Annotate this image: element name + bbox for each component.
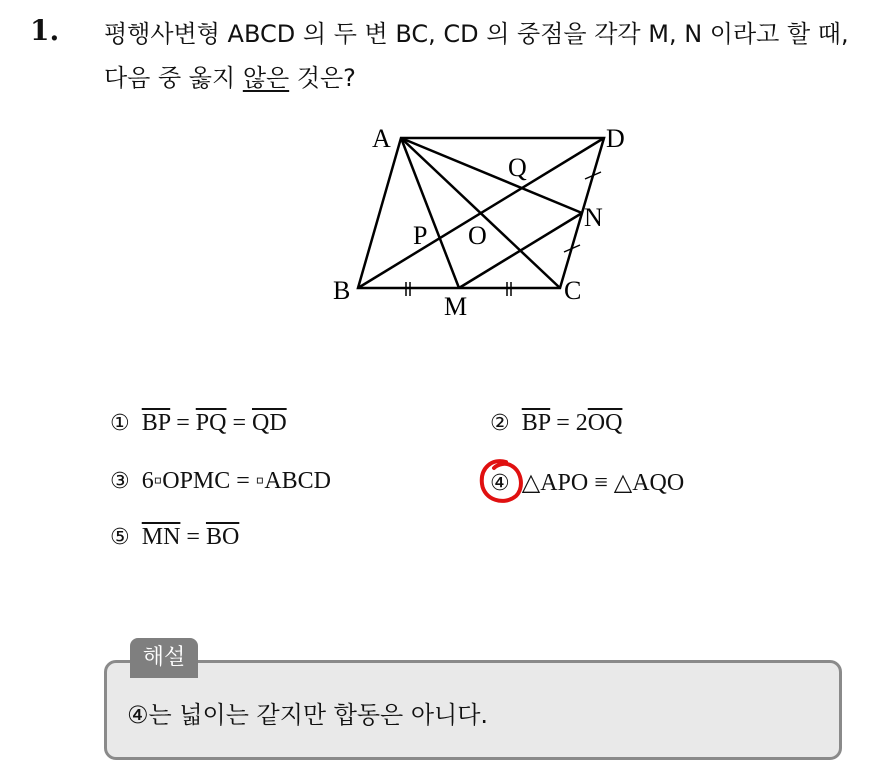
choice-5-seg-MN: $\overline{MN}$: [141, 524, 181, 550]
label-P: P: [413, 221, 428, 250]
choice-4-expression: △APO ≡ △AQO: [521, 470, 685, 496]
choice-5[interactable]: [110, 524, 239, 551]
choice-5-number: ⑤: [110, 525, 130, 550]
choice-2-seg-BP: $\overline{BP}$: [521, 410, 551, 436]
parallelogram-figure: [330, 116, 630, 316]
question-text-before: 평행사변형 ABCD 의 두 변 BC, CD 의 중점을 각각 M, N 이라고 할 때, 다음 중 옳지: [104, 20, 849, 92]
choice-1[interactable]: [110, 410, 287, 437]
choice-1-seg-PQ: $\overline{PQ}$: [195, 410, 227, 436]
choice-3-number: ③: [110, 469, 130, 494]
label-M: M: [444, 292, 468, 316]
choice-1-number: ①: [110, 411, 130, 436]
segment-AM: [401, 138, 459, 288]
explanation-label: 해설: [130, 638, 198, 678]
label-O: O: [468, 221, 487, 250]
choice-1-eq2: =: [226, 410, 252, 436]
choice-3-expression: 6▫OPMC = ▫ABCD: [141, 468, 331, 494]
choice-4-number: ④: [490, 471, 510, 496]
label-B: B: [333, 276, 351, 305]
choice-2-seg-OQ: $\overline{OQ}$: [587, 410, 623, 436]
label-Q: Q: [508, 153, 527, 182]
choice-3[interactable]: [110, 468, 331, 495]
choice-1-seg-BP: $\overline{BP}$: [141, 410, 171, 436]
label-A: A: [372, 124, 391, 153]
label-D: D: [606, 124, 625, 153]
label-N: N: [584, 203, 603, 232]
question-underlined-word: 않은: [242, 64, 290, 92]
explanation-text: ④는 넓이는 같지만 합동은 아니다.: [127, 701, 489, 729]
question-number: 1.: [30, 14, 60, 47]
choice-1-eq1: =: [170, 410, 196, 436]
question-text-after: 것은?: [289, 64, 356, 92]
choice-5-eq: =: [180, 524, 206, 550]
choice-2-eq: = 2: [550, 410, 588, 436]
question-text: [104, 12, 874, 100]
explanation-box: [104, 660, 842, 760]
segment-AN: [401, 138, 582, 213]
choice-2[interactable]: [490, 410, 622, 437]
label-C: C: [564, 276, 582, 305]
choice-2-number: ②: [490, 411, 510, 436]
choice-5-seg-BO: $\overline{BO}$: [205, 524, 240, 550]
choice-1-seg-QD: $\overline{QD}$: [251, 410, 287, 436]
choice-4[interactable]: [490, 468, 684, 497]
